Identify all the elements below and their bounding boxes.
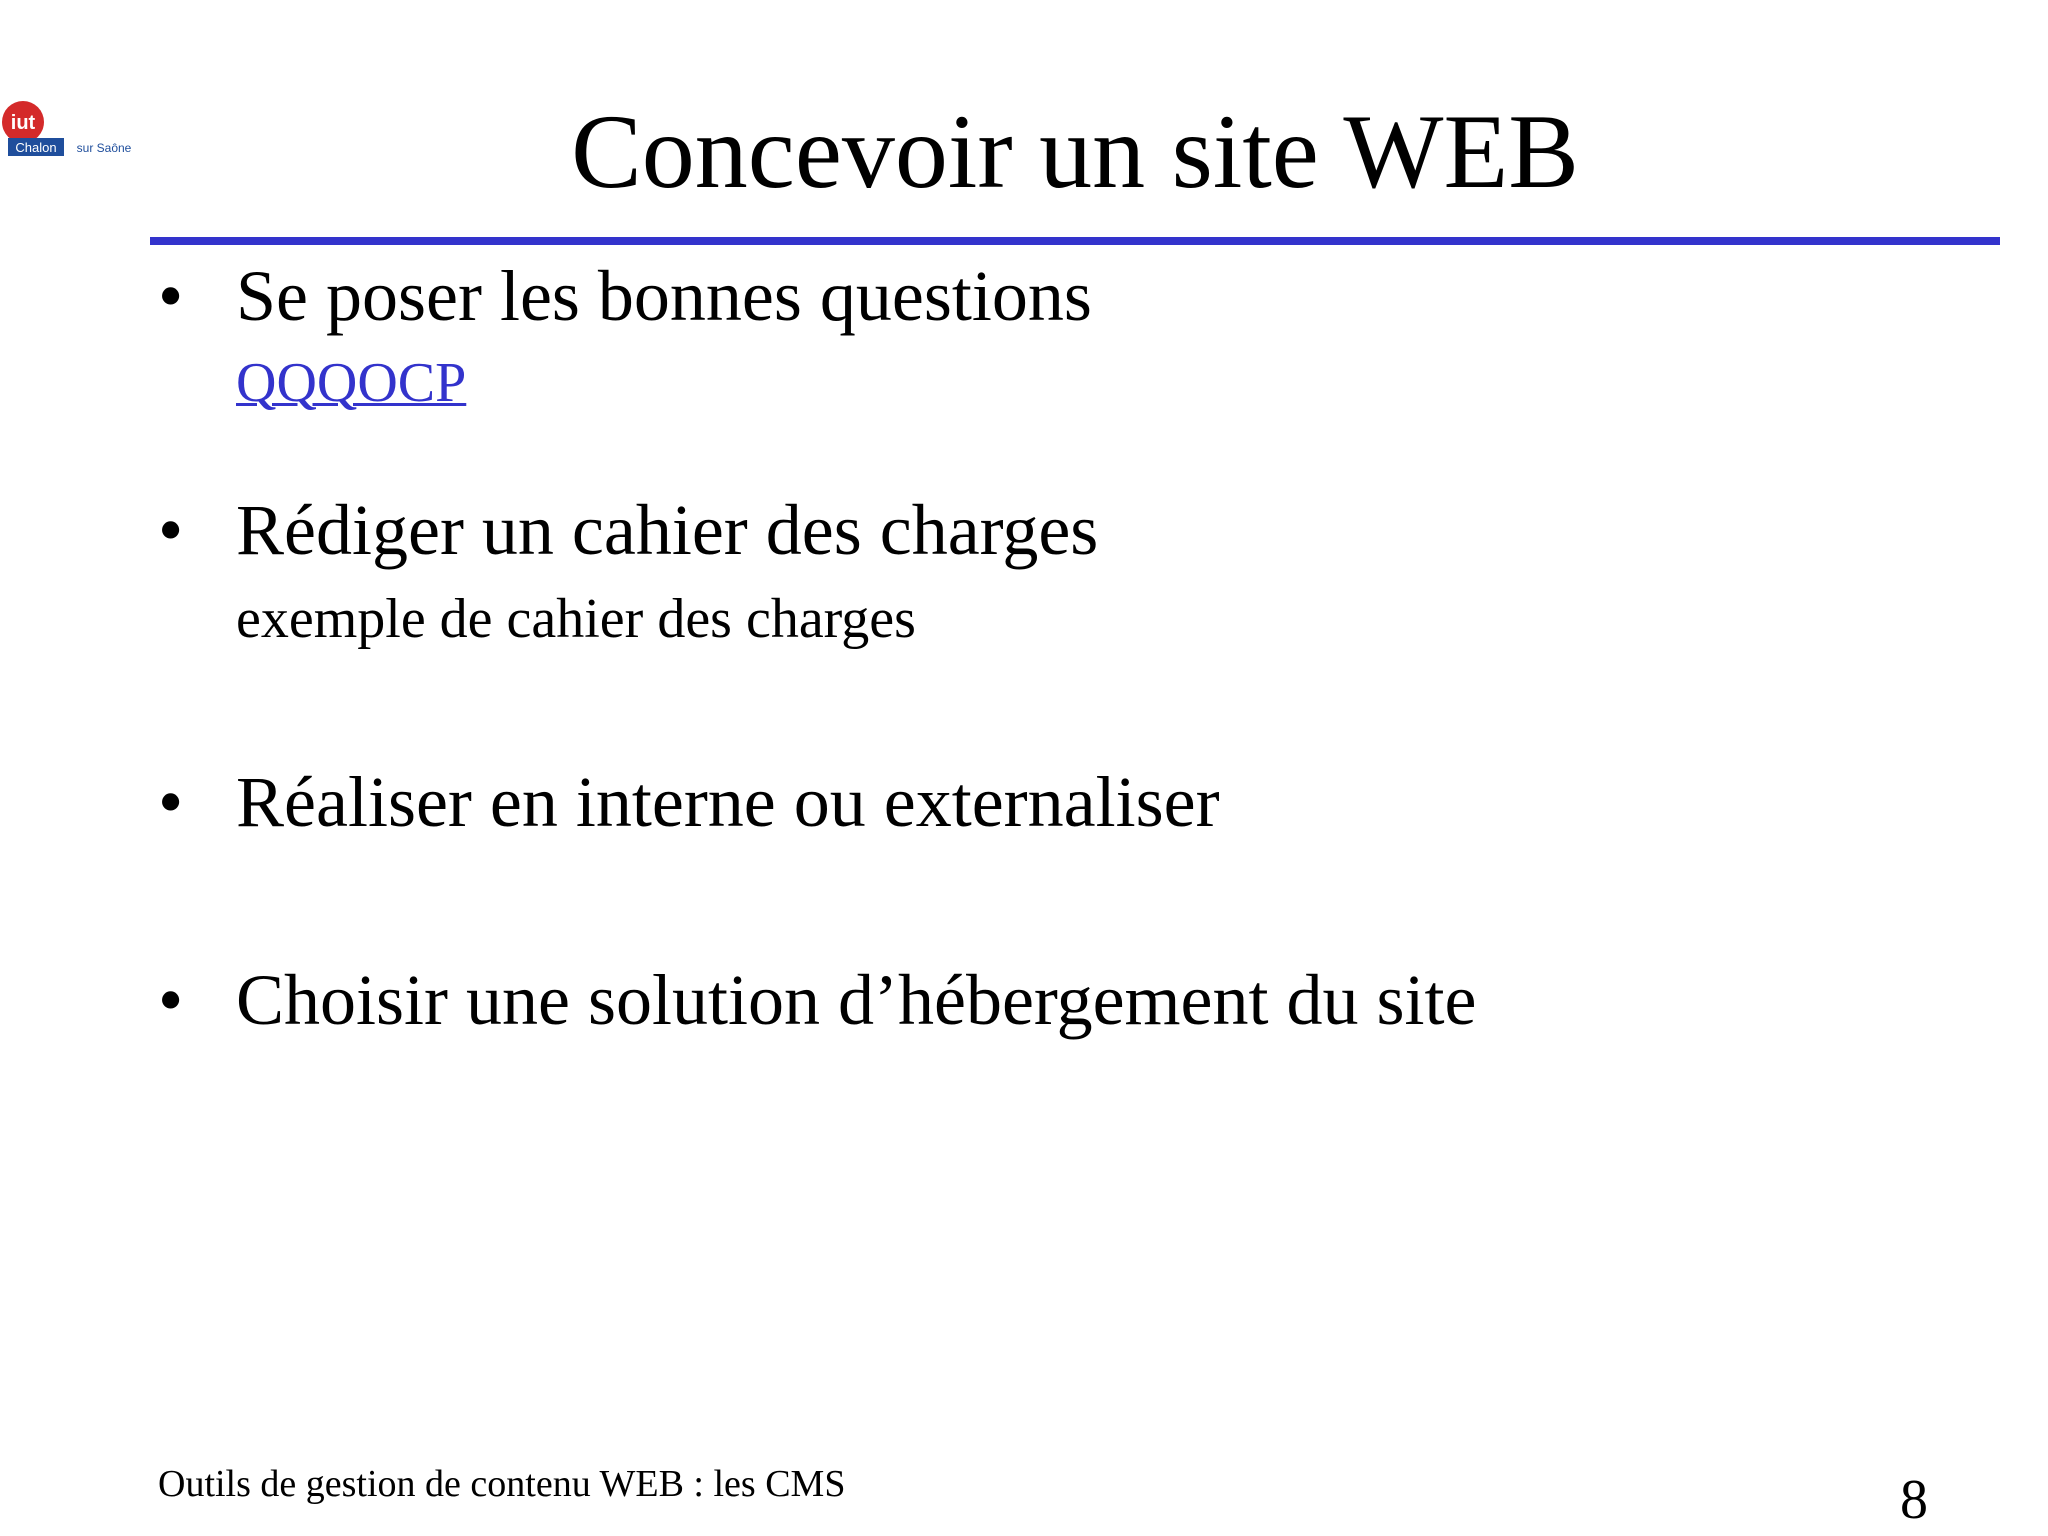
bullet-item-questions — [158, 256, 1092, 336]
iut-chalon-logo — [0, 98, 142, 168]
qqqocp-link[interactable]: QQQOCP — [236, 352, 467, 414]
bullet-marker: • — [158, 960, 184, 1040]
svg-text:Chalon: Chalon — [15, 140, 57, 155]
bullet-item-cahier — [158, 490, 1098, 570]
title-divider — [150, 237, 2000, 245]
bullet-sub-questions[interactable] — [236, 352, 466, 414]
svg-text:iut: iut — [10, 112, 36, 134]
bullet-marker: • — [158, 762, 184, 842]
bullet-text: Se poser les bonnes questions — [236, 256, 1092, 336]
svg-text:sur Saône: sur Saône — [76, 141, 132, 155]
slide-footer: Outils de gestion de contenu WEB : les CMS — [158, 1463, 846, 1505]
bullet-text: Réaliser en interne ou externaliser — [236, 762, 1220, 842]
bullet-sub-cahier: exemple de cahier des charges — [236, 588, 916, 650]
bullet-text: Choisir une solution d’hébergement du site — [236, 960, 1477, 1040]
bullet-marker: • — [158, 256, 184, 336]
bullet-text: Rédiger un cahier des charges — [236, 490, 1099, 570]
bullet-item-realiser — [158, 762, 1220, 842]
bullet-item-hebergement — [158, 960, 1477, 1040]
page-number: 8 — [1900, 1469, 1928, 1531]
slide-title: Concevoir un site WEB — [571, 93, 1579, 210]
bullet-marker: • — [158, 490, 184, 570]
